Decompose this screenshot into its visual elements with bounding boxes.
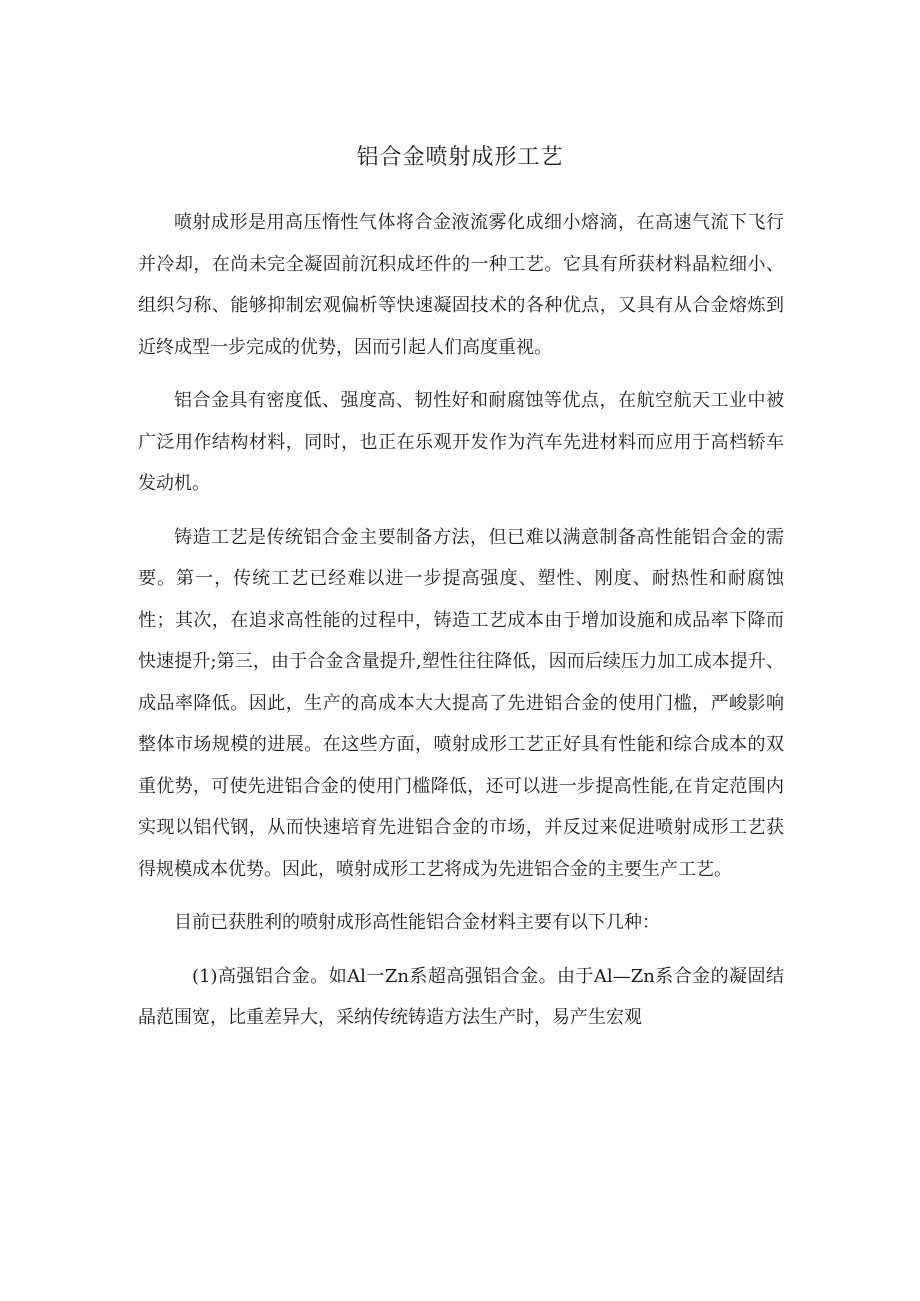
paragraph-materials-intro: 目前已获胜利的喷射成形高性能铝合金材料主要有以下几种： <box>174 912 660 933</box>
paragraph-item-high-strength: (1)高强铝合金。如Al一Zn系超高强铝合金。由于Al—Zn系合金的凝固结晶范围宽，比重差异大，采纳传统铸造方法生产时，易产生宏观 <box>138 965 784 1028</box>
document-title: 铝合金喷射成形工艺 <box>356 145 564 170</box>
document-body <box>138 202 784 1051</box>
paragraph-casting-process: 铸造工艺是传统铝合金主要制备方法，但已难以满意制备高性能铝合金的需要。第一，传统工艺已经难以进一步提高强度、塑性、刚度、耐热性和耐腐蚀性；其次，在追求高性能的过程中，铸造工艺成本由于增加设施和成品率下降而快速提升;第三，由于合金含量提升,塑性往往降低，因而后续压力加工成本提升、成品率降低。因此，生产的高成本大大提高了先进铝合金的使用门槛，严峻影响整体市场规模的进展。在这些方面，喷射成形工艺正好具有性能和综合成本的双重优势，可使先进铝合金的使用门槛降低，还可以进一步提高性能,在肯定范围内实现以铝代钢，从而快速培育先进铝合金的市场，并反过来促进喷射成形工艺获得规模成本优势。因此，喷射成形工艺将成为先进铝合金的主要生产工艺。 <box>138 526 784 880</box>
paragraph-aluminum-advantages: 铝合金具有密度低、强度高、韧性好和耐腐蚀等优点，在航空航天工业中被广泛用作结构材料，同时，也正在乐观开发作为汽车先进材料而应用于高档轿车发动机。 <box>138 390 784 494</box>
paragraph-intro: 喷射成形是用高压惰性气体将合金液流雾化成细小熔滴，在高速气流下飞行并冷却，在尚未完全凝固前沉积成坯件的一种工艺。它具有所获材料晶粒细小、组织匀称、能够抑制宏观偏析等快速凝固技术的各种优点，又具有从合金熔炼到近终成型一步完成的优势，因而引起人们高度重视。 <box>138 212 784 358</box>
